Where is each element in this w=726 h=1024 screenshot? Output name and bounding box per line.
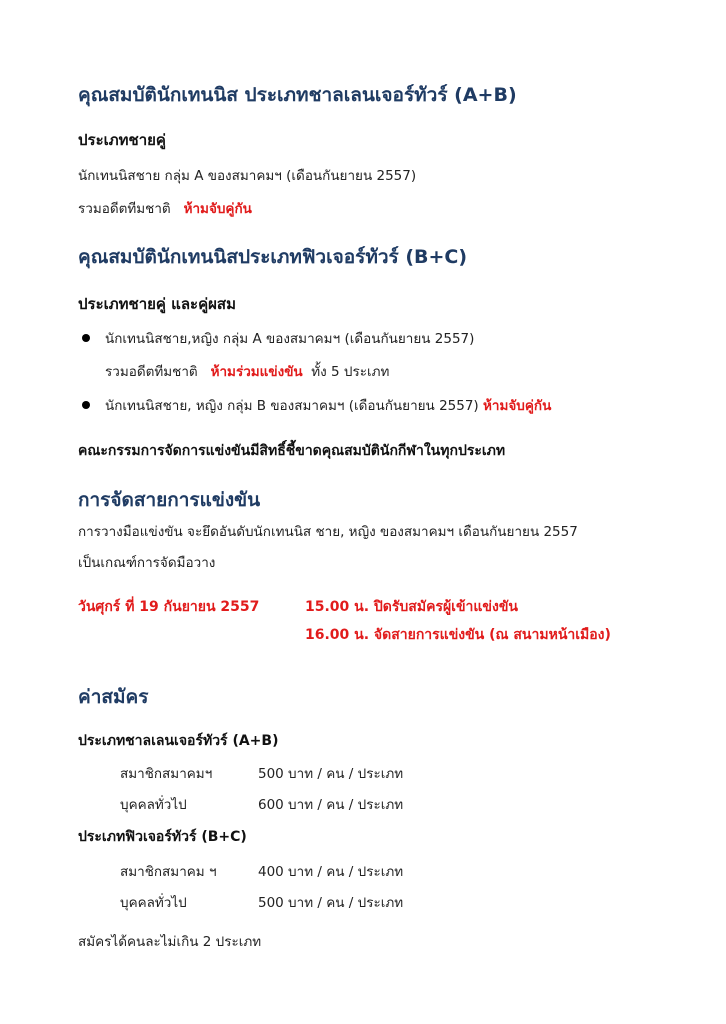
draw-date: วันศุกร์ ที่ 19 กันยายน 2557 [78,599,260,615]
challenger-qualification-line: นักเทนนิสชาย กลุ่ม A ของสมาคมฯ (เดือนกันยายน 2557) [78,168,417,184]
seeding-paragraph-line2: เป็นเกณฑ์การจัดมือวาง [78,555,216,571]
fee-price-general: 500 บาท / คน / ประเภท [258,895,404,911]
fee-price-member: 400 บาท / คน / ประเภท [258,864,404,880]
challenger-fee-heading: ประเภทชาลเลนเจอร์ทัวร์ (A+B) [78,733,279,749]
challenger-national-team-line [78,197,252,219]
futures-bullet1-line2 [105,360,389,382]
category-limit-note: สมัครได้คนละไม่เกิน 2 ประเภท [78,934,262,950]
futures-qualification-title: คุณสมบัตินักเทนนิสประเภทฟิวเจอร์ทัวร์ (B+C) [78,246,468,268]
futures-bullet1-line1: นักเทนนิสชาย,หญิง กลุ่ม A ของสมาคมฯ (เดือนกันยายน 2557) [105,331,475,347]
committee-note: คณะกรรมการจัดการแข่งขันมีสิทธิ์ชี้ขาดคุณสมบัตินักกีฬาในทุกประเภท [78,443,506,459]
futures-fee-heading: ประเภทฟิวเจอร์ทัวร์ (B+C) [78,829,247,845]
group-b-qualification: นักเทนนิสชาย, หญิง กลุ่ม B ของสมาคมฯ (เดือนกันยายน 2557) [105,398,479,414]
no-participation-warning: ห้ามร่วมแข่งขัน [210,364,303,380]
bullet-icon [82,334,90,342]
fees-title: ค่าสมัคร [78,686,149,708]
all-categories-note: ทั้ง 5 ประเภท [311,364,390,380]
national-team-label: รวมอดีตทีมชาติ [78,201,171,217]
fee-price-general: 600 บาท / คน / ประเภท [258,797,404,813]
fee-price-member: 500 บาท / คน / ประเภท [258,766,404,782]
registration-close-time: 15.00 น. ปิดรับสมัครผู้เข้าแข่งขัน [305,599,518,615]
no-pairing-warning: ห้ามจับคู่กัน [483,398,552,414]
challenger-doubles-heading: ประเภทชายคู่ [78,131,166,149]
no-pairing-warning: ห้ามจับคู่กัน [183,201,252,217]
challenger-qualification-title: คุณสมบัตินักเทนนิส ประเภทชาลเลนเจอร์ทัวร์ (A+B) [78,84,517,106]
fee-label-general: บุคคลทั่วไป [120,895,187,911]
fee-label-general: บุคคลทั่วไป [120,797,187,813]
fee-label-member: สมาชิกสมาคมฯ [120,766,213,782]
draw-time: 16.00 น. จัดสายการแข่งขัน (ณ สนามหน้าเมือง) [305,627,611,643]
national-team-label: รวมอดีตทีมชาติ [105,364,198,380]
seeding-paragraph-line1: การวางมือแข่งขัน จะยึดอันดับนักเทนนิส ชาย, หญิง ของสมาคมฯ เดือนกันยายน 2557 [78,524,578,540]
bullet-icon [82,401,90,409]
futures-bullet2-line [105,394,551,416]
draw-title: การจัดสายการแข่งขัน [78,489,261,511]
futures-doubles-mixed-heading: ประเภทชายคู่ และคู่ผสม [78,295,236,313]
fee-label-member: สมาชิกสมาคม ฯ [120,864,217,880]
